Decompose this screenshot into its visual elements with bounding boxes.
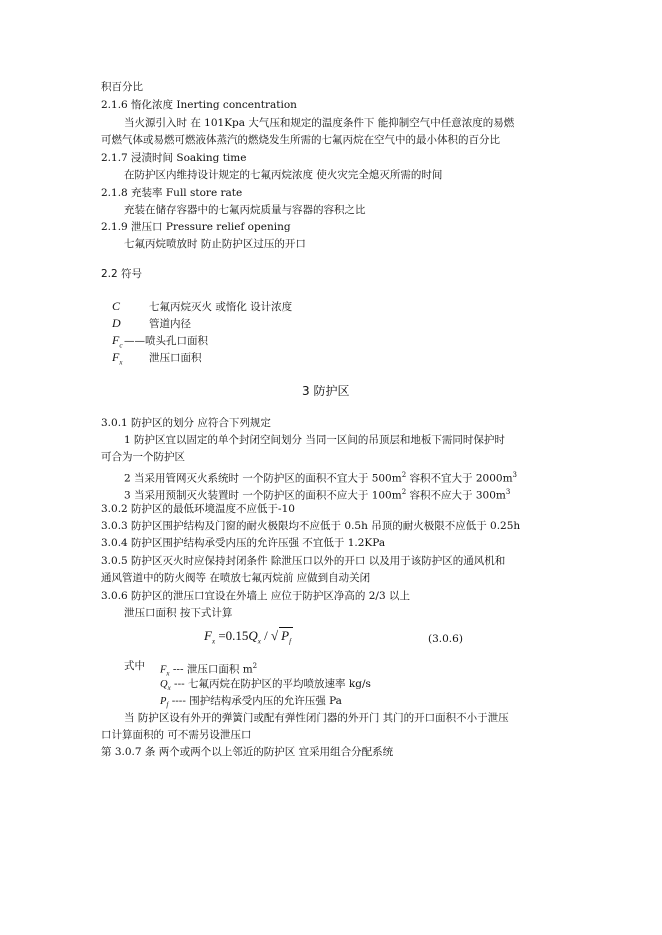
- section-2-1-8: 2.1.8 充装率 Full store rate: [101, 187, 243, 199]
- section-2-1-9: 2.1.9 泄压口 Pressure relief opening: [101, 221, 291, 233]
- symbol-desc: 管道内径: [149, 318, 191, 330]
- text-line: 1 防护区宜以固定的单个封闭空间划分 当同一区间的吊顶层和地板下需同时保护时: [124, 434, 505, 446]
- section-3-0-2: 3.0.2 防护区的最低环境温度不应低于-10: [101, 503, 295, 515]
- section-3-0-3: 3.0.3 防护区围护结构及门窗的耐火极限均不应低于 0.5h 吊顶的耐火极限不应低于 0.25h: [101, 520, 521, 532]
- formula-number: (3.0.6): [428, 633, 463, 645]
- section-3-0-4: 3.0.4 防护区围护结构承受内压的允许压强 不宜低于 1.2KPa: [101, 537, 386, 549]
- symbol-var: D: [112, 316, 121, 330]
- section-2-1-6: 2.1.6 惰化浓度 Inerting concentration: [101, 99, 297, 111]
- text-line: 口计算面积的 可不需另设泄压口: [101, 729, 252, 741]
- text-line: 当火源引入时 在 101Kpa 大气压和规定的温度条件下 能抑制空气中任意浓度的易燃: [124, 117, 515, 129]
- section-3-0-1: 3.0.1 防护区的划分 应符合下列规定: [101, 417, 271, 429]
- text-line: 积百分比: [101, 81, 143, 93]
- where-label: 式中: [124, 660, 145, 672]
- text-line: 可燃气体或易燃可燃液体蒸汽的燃烧发生所需的七氟丙烷在空气中的最小体积的百分比: [101, 134, 500, 146]
- where-item: $P_f$ ---- 围护结构承受内压的允许压强 Pa: [160, 695, 342, 710]
- symbol-var: $F_c$: [112, 333, 123, 350]
- text-line: 充装在储存容器中的七氟丙烷质量与容器的容积之比: [124, 204, 366, 216]
- section-3-0-6: 3.0.6 防护区的泄压口宜设在外墙上 应位于防护区净高的 2/3 以上: [101, 590, 410, 602]
- text-line: 泄压口面积 按下式计算: [124, 607, 233, 619]
- symbol-var: C: [112, 299, 121, 313]
- text-line: 当 防护区设有外开的弹簧门或配有弹性闭门器的外开门 其门的开口面积不小于泄压: [124, 712, 509, 724]
- formula: $F_x =0.15Q_x$ / √ $P_f$: [204, 628, 292, 646]
- text-line: 2 当采用管网灭火系统时 一个防护区的面积不宜大于 $500m^2$ 容积不宜大于 $2000m^3$: [124, 471, 517, 485]
- symbol-desc: 泄压口面积: [149, 352, 202, 364]
- section-3-0-5: 3.0.5 防护区灭火时应保持封闭条件 除泄压口以外的开口 以及用于该防护区的通风机和: [101, 555, 506, 567]
- section-3-0-7: 第 3.0.7 条 两个或两个以上邻近的防护区 宜采用组合分配系统: [101, 746, 394, 758]
- text-line: 通风管道中的防火阀等 在喷放七氟丙烷前 应做到自动关闭: [101, 572, 371, 584]
- where-item: $Q_x$ --- 七氟丙烷在防护区的平均喷放速率 kg/s: [160, 678, 371, 693]
- symbol-var: $F_x$: [112, 350, 123, 367]
- section-2-2-heading: 2.2 符号: [101, 268, 143, 280]
- text-line: 七氟丙烷喷放时 防止防护区过压的开口: [124, 238, 306, 250]
- symbol-desc: ——喷头孔口面积: [124, 335, 208, 347]
- sqrt-symbol: √: [271, 628, 279, 643]
- text-line: 可合为一个防护区: [101, 451, 185, 463]
- section-2-1-7: 2.1.7 浸渍时间 Soaking time: [101, 152, 247, 164]
- where-item: $F_x$ --- 泄压口面积 $m^2$: [160, 662, 258, 678]
- symbol-desc: 七氟丙烷灭火 或惰化 设计浓度: [149, 301, 293, 313]
- text-line: 在防护区内维持设计规定的七氟丙烷浓度 使火灾完全熄灭所需的时间: [124, 169, 443, 181]
- text-line: 3 当采用预制灭火装置时 一个防护区的面积不应大于 $100m^2$ 容积不应大于 $300m^3$: [124, 488, 511, 502]
- chapter-title: 3 防护区: [302, 384, 350, 398]
